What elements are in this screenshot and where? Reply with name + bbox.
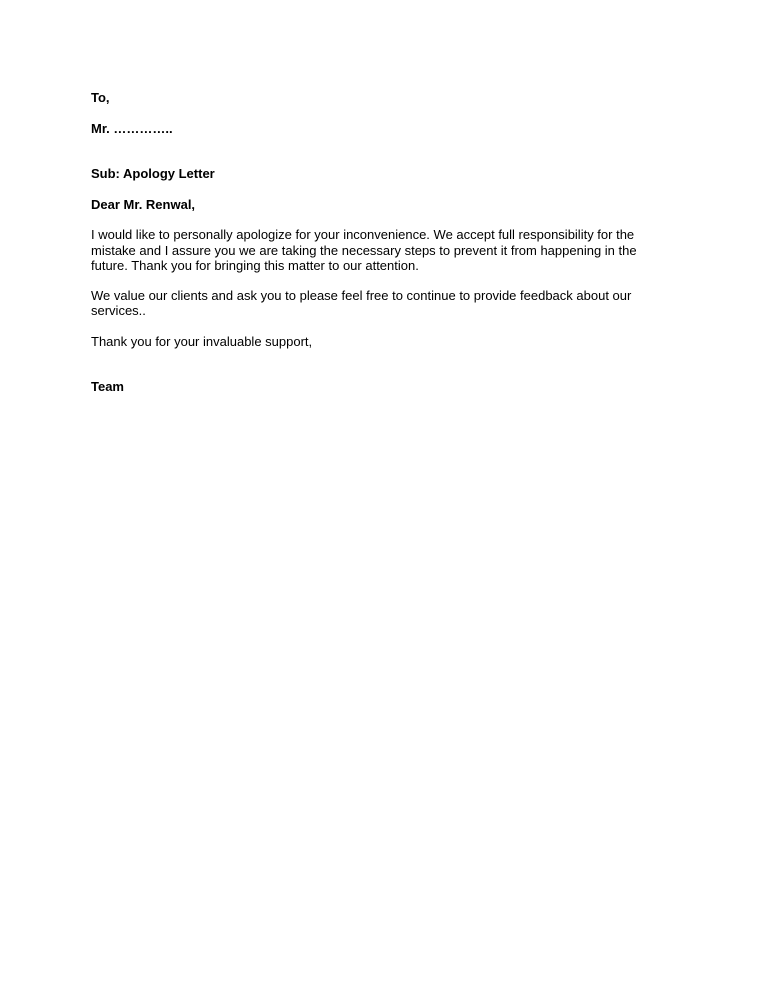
letter-salutation: Dear Mr. Renwal,	[91, 196, 196, 212]
letter-subject: Sub: Apology Letter	[91, 166, 215, 181]
letter-closing: Thank you for your invaluable support,	[91, 333, 313, 349]
letter-to-line: To,	[91, 90, 110, 105]
letter-body	[91, 90, 651, 395]
letter-paragraph-2: We value our clients and ask you to please feel free to continue to provide feedback about our services..	[91, 287, 632, 318]
letter-paragraph-1: I would like to personally apologize for your inconvenience. We accept full responsibility for the mistake and I assure you we are taking the necessary steps to prevent it from happening in the future. Thank you for bringing this matter to our attention.	[91, 227, 637, 273]
letter-signature: Team	[91, 379, 124, 394]
letter-recipient: Mr. …………..	[91, 120, 173, 136]
